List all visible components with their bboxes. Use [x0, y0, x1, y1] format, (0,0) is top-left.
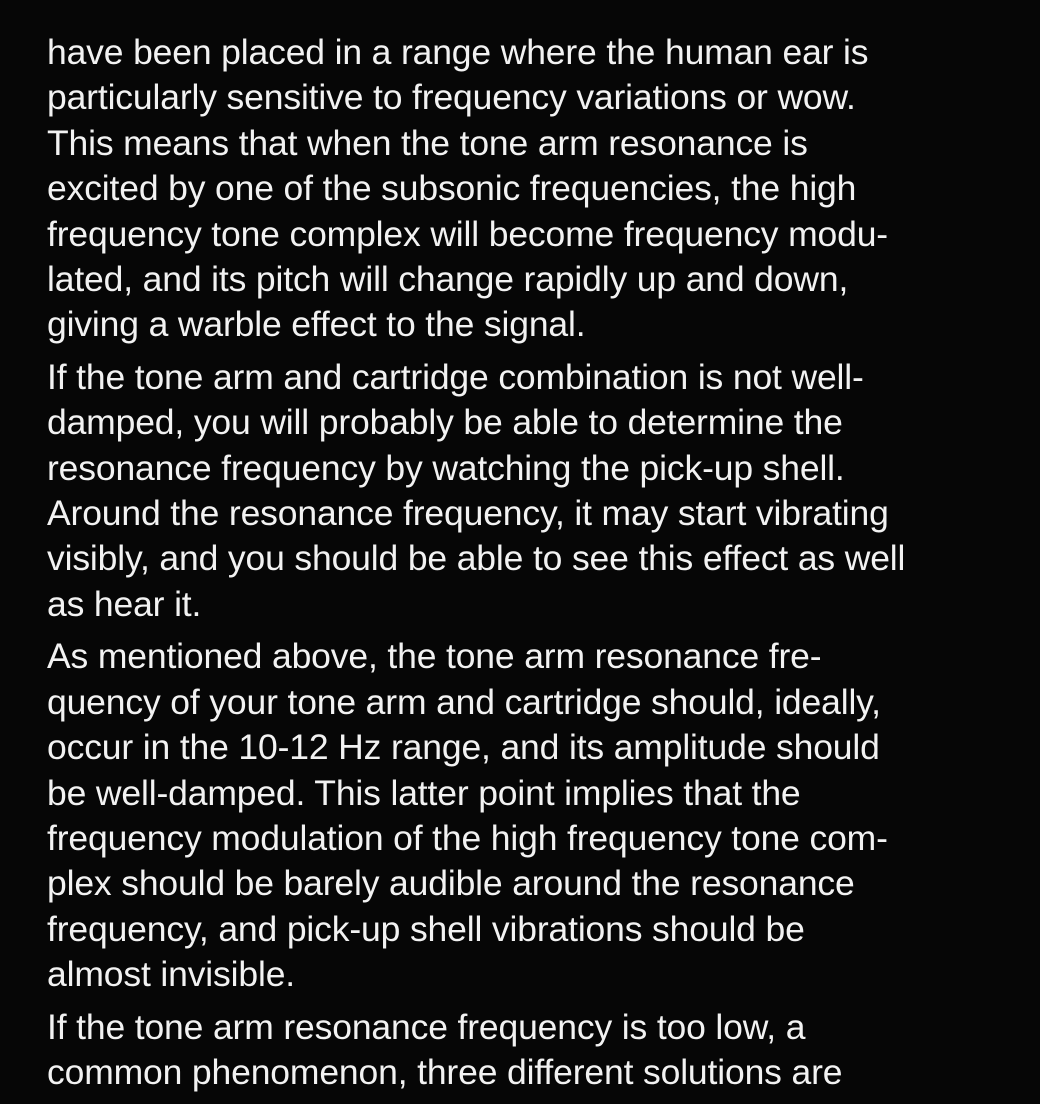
text-line: damped, you will probably be able to determine the — [47, 402, 843, 443]
text-line: frequency, and pick-up shell vibrations should be — [47, 908, 805, 949]
text-line: quency of your tone arm and cartridge should, ideally, — [47, 681, 881, 722]
body-text — [47, 30, 1037, 1102]
text-line: If the tone arm resonance frequency is too low, a — [47, 1006, 806, 1047]
text-line: have been placed in a range where the human ear is — [47, 32, 869, 72]
paragraph-1 — [47, 30, 1037, 348]
text-line: excited by one of the subsonic frequencies, the high — [47, 168, 857, 209]
text-line: As mentioned above, the tone arm resonance fre- — [47, 636, 822, 677]
text-line: lated, and its pitch will change rapidly up and down, — [47, 259, 849, 300]
text-line: resonance frequency by watching the pick-up shell. — [47, 447, 845, 488]
text-line: frequency tone complex will become frequency modu- — [47, 213, 888, 254]
paragraph-2 — [47, 355, 1037, 627]
paragraph-3 — [47, 634, 1037, 997]
text-line: as hear it. — [47, 583, 202, 624]
text-line: giving a warble effect to the signal. — [47, 304, 586, 345]
text-line: plex should be barely audible around the resonance — [47, 863, 855, 904]
text-line: occur in the 10-12 Hz range, and its amplitude should — [47, 727, 880, 768]
text-line: frequency modulation of the high frequency tone com- — [47, 817, 888, 858]
paragraph-4 — [47, 1005, 1037, 1096]
text-line: If the tone arm and cartridge combination is not well- — [47, 356, 864, 397]
text-line: Around the resonance frequency, it may start vibrating — [47, 493, 889, 534]
text-line: visibly, and you should be able to see this effect as well — [47, 538, 906, 579]
text-line: This means that when the tone arm resonance is — [47, 122, 808, 163]
text-line: common phenomenon, three different solutions are — [47, 1051, 843, 1092]
text-line: almost invisible. — [47, 954, 296, 995]
text-line: be well-damped. This latter point implies that the — [47, 772, 801, 813]
text-line: particularly sensitive to frequency variations or wow. — [47, 77, 856, 118]
